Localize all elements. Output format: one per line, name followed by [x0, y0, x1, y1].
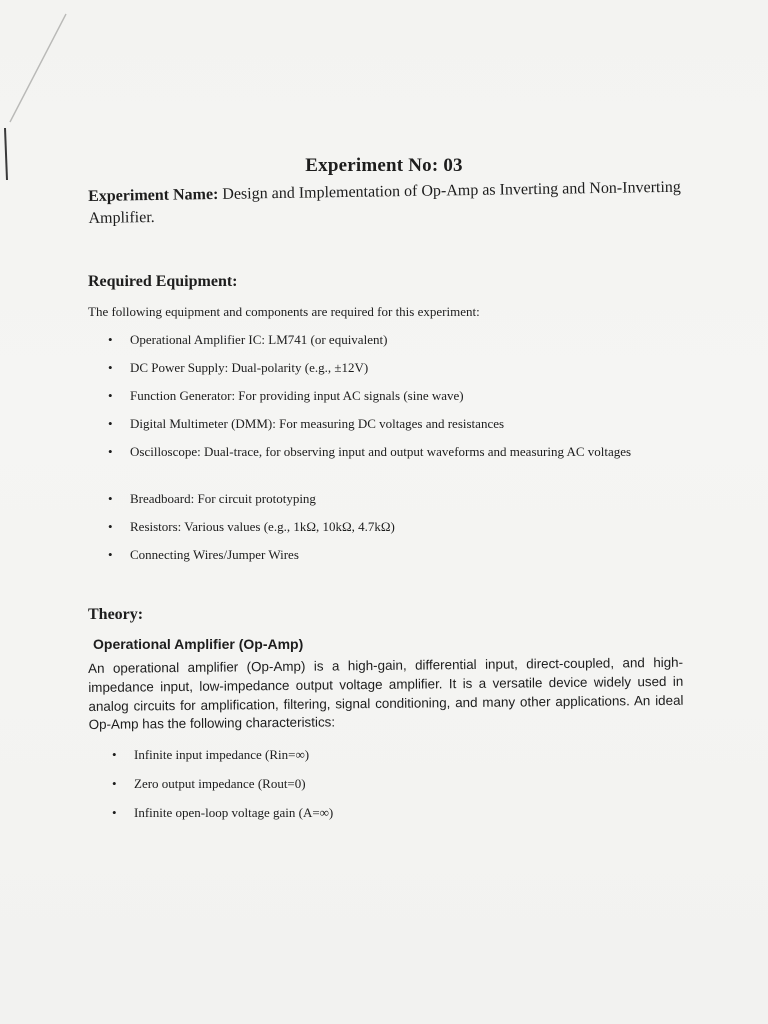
- list-item: • Infinite open-loop voltage gain (A=∞): [112, 804, 674, 822]
- page-title: Experiment No: 03: [305, 155, 463, 176]
- list-item: • Oscilloscope: Dual-trace, for observing input and output waveforms and measuring AC voltages: [108, 443, 690, 461]
- op-amp-subheading: Operational Amplifier (Op-Amp): [93, 636, 304, 652]
- op-amp-paragraph: An operational amplifier (Op-Amp) is a high-gain, differential input, direct-coupled, and high-impedance input, low-impedance output voltage amplifier. It is a versatile device widely used in analog circuits for amplification, filtering, signal conditioning, and many other applications. An ideal Op-Amp has the following characteristics:: [88, 654, 684, 733]
- list-item: • Function Generator: For providing input AC signals (sine wave): [108, 387, 690, 405]
- list-item: • Infinite input impedance (Rin=∞): [112, 746, 674, 764]
- list-item: • Zero output impedance (Rout=0): [112, 775, 674, 793]
- experiment-name-label: Experiment Name:: [88, 185, 219, 205]
- list-item: • DC Power Supply: Dual-polarity (e.g., ±12V): [108, 359, 690, 377]
- fold-line: [10, 14, 66, 122]
- list-item: • Operational Amplifier IC: LM741 (or equivalent): [108, 331, 690, 349]
- equipment-intro: The following equipment and components are required for this experiment:: [88, 304, 480, 319]
- required-equipment-heading: Required Equipment:: [88, 273, 238, 290]
- experiment-name-value: Design and Implementation of Op-Amp as Inverting and Non-Inverting Amplifier.: [88, 178, 681, 227]
- theory-heading: Theory:: [88, 606, 144, 623]
- list-item: • Digital Multimeter (DMM): For measuring DC voltages and resistances: [108, 415, 690, 433]
- experiment-name: [88, 177, 689, 230]
- list-item: • Resistors: Various values (e.g., 1kΩ, 10kΩ, 4.7kΩ): [108, 518, 690, 536]
- list-item: • Breadboard: For circuit prototyping: [108, 490, 690, 508]
- list-item: • Connecting Wires/Jumper Wires: [108, 546, 690, 564]
